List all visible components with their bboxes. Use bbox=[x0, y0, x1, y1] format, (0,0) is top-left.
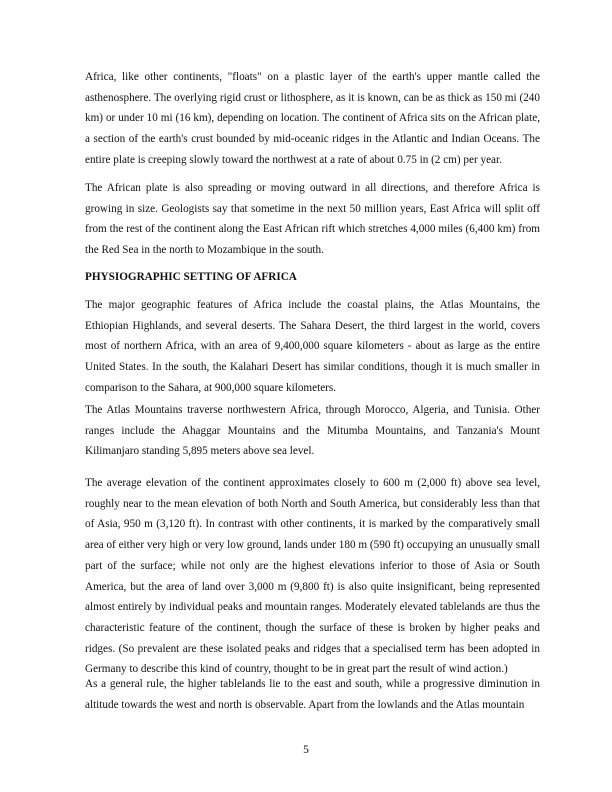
paragraph-geographic-features: The major geographic features of Africa include the coastal plains, the Atlas Mountains, the Ethiopian Highlands, and several deserts. The Sahara Desert, the third largest in the world, covers most of northern Africa, with an area of 9,400,000 square kilometers - about as large as the entire United States. In the south, the Kalahari Desert has similar conditions, though it is much smaller in comparison to the Sahara, at 900,000 square kilometers. bbox=[85, 299, 540, 394]
paragraph-rift: The African plate is also spreading or moving outward in all directions, and therefore Africa is growing in size. Geologists say that sometime in the next 50 million years, East Africa will split off from the rest of the continent along the East African rift which stretches 4,000 miles (6,400 km) from the Red Sea in the north to Mozambique in the south. bbox=[85, 182, 540, 257]
paragraph-tablelands: As a general rule, the higher tablelands lie to the east and south, while a progressive diminution in altitude towards the west and north is observable. Apart from the lowlands and the Atlas mountain bbox=[85, 678, 540, 711]
page-number: 5 bbox=[303, 744, 309, 756]
paragraph-elevation: The average elevation of the continent approximates closely to 600 m (2,000 ft) above sea level, roughly near to the mean elevation of both North and South America, but considerably less than that of Asia, 950 m (3,120 ft). In contrast with other continents, it is marked by the comparatively small area of either very high or very low ground, lands under 180 m (590 ft) occupying an unusually small part of the surface; while not only are the highest elevations inferior to those of Asia or South America, but the area of land over 3,000 m (9,800 ft) is also quite insignificant, being represented almost entirely by individual peaks and mountain ranges. Moderately elevated tablelands are thus the characteristic feature of the continent, though the surface of these is broken by higher peaks and ridges. (So prevalent are these isolated peaks and ridges that a specialised term has been adopted in Germany to describe this kind of country, thought to be in great part the result of wind action.) bbox=[85, 477, 540, 676]
paragraph-atlas-mountains: The Atlas Mountains traverse northwestern Africa, through Morocco, Algeria, and Tunisia. Other ranges include the Ahaggar Mountains and the Mitumba Mountains, and Tanzania's Mount Kilimanjaro standing 5,895 meters above sea level. bbox=[85, 404, 540, 458]
section-heading: PHYSIOGRAPHIC SETTING OF AFRICA bbox=[85, 271, 297, 283]
paragraph-plate-tectonics: Africa, like other continents, "floats" on a plastic layer of the earth's upper mantle called the asthenosphere. The overlying rigid crust or lithosphere, as it is known, can be as thick as 150 mi (240 km) or under 10 mi (16 km), depending on location. The continent of Africa sits on the African plate, a section of the earth's crust bounded by mid-oceanic ridges in the Atlantic and Indian Oceans. The entire plate is creeping slowly toward the northwest at a rate of about 0.75 in (2 cm) per year. bbox=[85, 71, 540, 166]
